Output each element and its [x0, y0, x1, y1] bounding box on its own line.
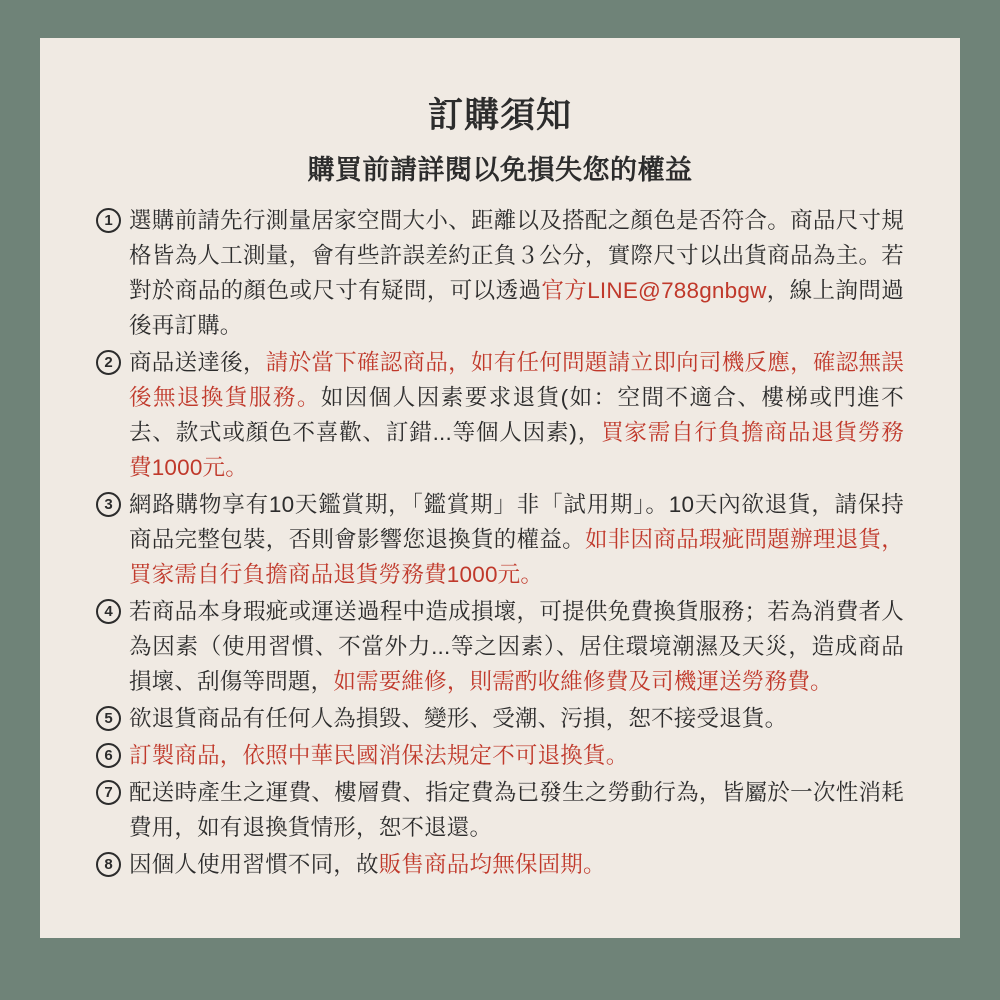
highlighted-text: 販售商品均無保固期。 — [378, 852, 606, 877]
body-text: 商品送達後， — [129, 350, 266, 375]
list-item — [96, 775, 904, 845]
list-item-text — [129, 487, 904, 592]
list-item-number-badge: 2 — [96, 350, 121, 375]
list-item — [96, 345, 904, 485]
list-item — [96, 487, 904, 592]
list-item-number-badge: 5 — [96, 706, 121, 731]
list-item-text — [129, 594, 904, 699]
body-text: ，線上詢問過後再訂購。 — [129, 278, 904, 338]
highlighted-text: 如非因商品瑕疵問題辦理退貨，買家需自行負擔商品退貨勞務費1000元。 — [129, 527, 904, 587]
list-item-text — [129, 738, 628, 773]
body-text: 因個人使用習慣不同，故 — [129, 852, 379, 877]
highlighted-text: 請於當下確認商品，如有任何問題請立即向司機反應，確認無誤後無退換貨服務。 — [129, 350, 904, 410]
page-title: 訂購須知 — [427, 96, 572, 135]
list-item-number-badge: 3 — [96, 492, 121, 517]
list-item — [96, 738, 904, 773]
list-item — [96, 203, 904, 343]
highlighted-text: 如需要維修，則需酌收維修費及司機運送勞務費。 — [333, 669, 833, 694]
body-text: 如因個人因素要求退貨(如：空間不適合、樓梯或門進不去、款式或顏色不喜歡、訂錯...等個人因素)， — [129, 385, 904, 445]
highlighted-text: 買家需自行負擔商品退貨勞務費1000元。 — [129, 420, 904, 480]
list-item-number-badge: 4 — [96, 599, 121, 624]
page-subtitle: 購買前請詳閱以免損失您的權益 — [307, 155, 693, 185]
list-item-text — [129, 701, 787, 736]
list-item-number-badge: 8 — [96, 852, 121, 877]
list-item-text — [129, 847, 606, 882]
notice-card — [40, 38, 960, 938]
list-item — [96, 701, 904, 736]
body-text: 配送時產生之運費、樓層費、指定費為已發生之勞動行為，皆屬於一次性消耗費用，如有退換貨情形，恕不退還。 — [129, 780, 904, 840]
list-item-number-badge: 7 — [96, 780, 121, 805]
list-item-text — [129, 203, 904, 343]
list-item-number-badge: 6 — [96, 743, 121, 768]
body-text: 欲退貨商品有任何人為損毀、變形、受潮、污損，恕不接受退貨。 — [129, 706, 788, 731]
list-item — [96, 847, 904, 882]
list-item-text — [129, 775, 904, 845]
highlighted-text: 官方LINE@788gnbgw — [541, 278, 767, 303]
list-item-text — [129, 345, 904, 485]
list-item-number-badge: 1 — [96, 208, 121, 233]
body-text: 網路購物享有10天鑑賞期，「鑑賞期」非「試用期」。10天內欲退貨，請保持商品完整包裝，否則會影響您退換貨的權益。 — [129, 492, 904, 552]
list-item — [96, 594, 904, 699]
highlighted-text: 訂製商品，依照中華民國消保法規定不可退換貨。 — [129, 743, 629, 768]
body-text: 若商品本身瑕疵或運送過程中造成損壞，可提供免費換貨服務；若為消費者人為因素（使用習慣、不當外力...等之因素）、居住環境潮濕及天災，造成商品損壞、刮傷等問題， — [129, 599, 904, 694]
notice-list — [96, 203, 904, 882]
body-text: 選購前請先行測量居家空間大小、距離以及搭配之顏色是否符合。商品尺寸規格皆為人工測量，會有些許誤差約正負３公分，實際尺寸以出貨商品為主。若對於商品的顏色或尺寸有疑問，可以透過 — [129, 208, 904, 303]
